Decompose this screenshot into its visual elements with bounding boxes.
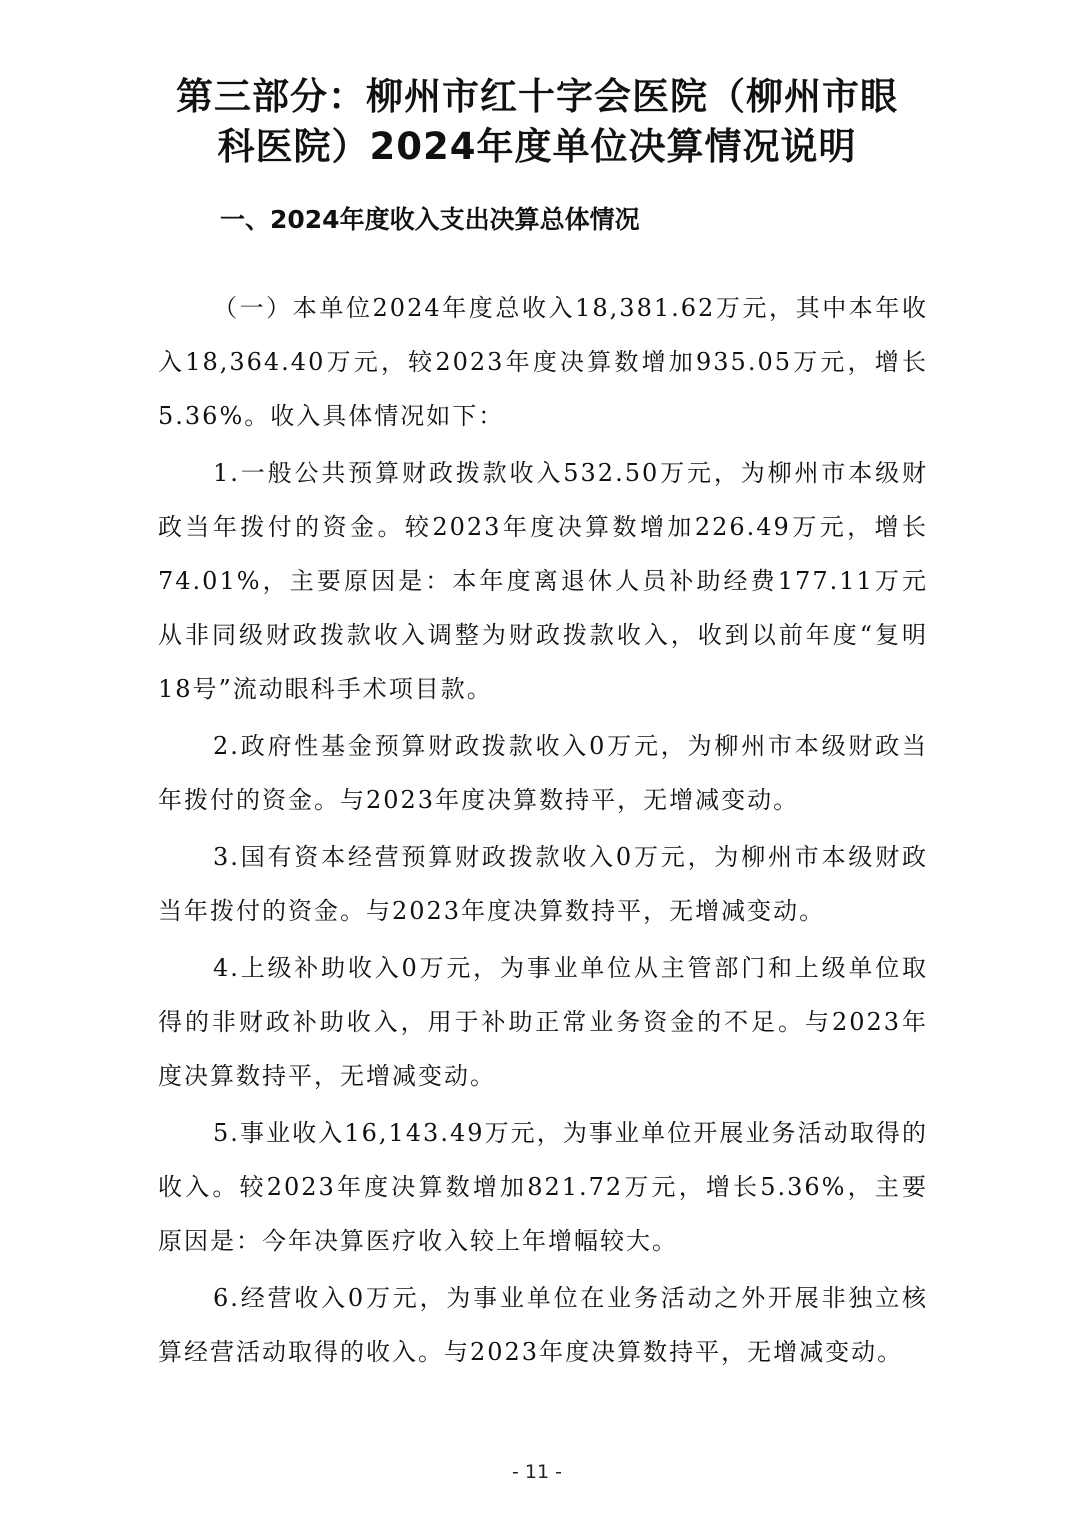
- document-title: [120, 72, 954, 172]
- title-line-2: 科医院）2024年度单位决算情况说明: [217, 125, 857, 168]
- page-number: - 11 -: [512, 1461, 562, 1483]
- paragraph-item-1: 1.一般公共预算财政拨款收入532.50万元，为柳州市本级财政当年拨付的资金。较2023年度决算数增加226.49万元，增长74.01%，主要原因是：本年度离退休人员补助经费177.11万元从非同级财政拨款收入调整为财政拨款收入，收到以前年度“复明18号”流动眼科手术项目款。: [158, 459, 928, 703]
- paragraph-item-2: 2.政府性基金预算财政拨款收入0万元，为柳州市本级财政当年拨付的资金。与2023年度决算数持平，无增减变动。: [158, 732, 928, 814]
- section-heading: 一、2024年度收入支出决算总体情况: [220, 205, 640, 234]
- paragraph-item-6: 6.经营收入0万元，为事业单位在业务活动之外开展非独立核算经营活动取得的收入。与2023年度决算数持平，无增减变动。: [158, 1284, 928, 1366]
- paragraph-total-income: （一）本单位2024年度总收入18,381.62万元，其中本年收入18,364.40万元，较2023年度决算数增加935.05万元，增长5.36%。收入具体情况如下：: [158, 294, 928, 430]
- body-text: [158, 281, 928, 1382]
- paragraph-item-3: 3.国有资本经营预算财政拨款收入0万元，为柳州市本级财政当年拨付的资金。与2023年度决算数持平，无增减变动。: [158, 843, 928, 925]
- title-line-1: 第三部分：柳州市红十字会医院（柳州市眼: [176, 75, 898, 118]
- paragraph-item-5: 5.事业收入16,143.49万元，为事业单位开展业务活动取得的收入。较2023年度决算数增加821.72万元，增长5.36%，主要原因是：今年决算医疗收入较上年增幅较大。: [158, 1119, 928, 1255]
- paragraph-item-4: 4.上级补助收入0万元，为事业单位从主管部门和上级单位取得的非财政补助收入，用于补助正常业务资金的不足。与2023年度决算数持平，无增减变动。: [158, 954, 928, 1090]
